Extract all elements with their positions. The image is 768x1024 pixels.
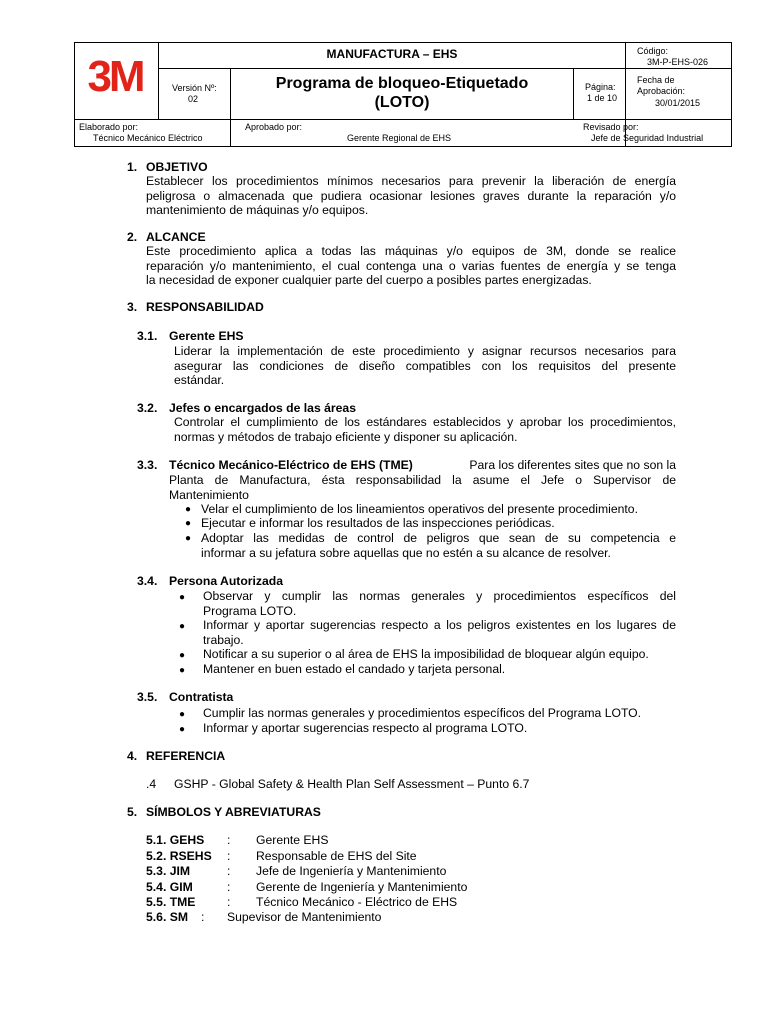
abbr-description: Responsable de EHS del Site [256, 849, 417, 863]
document-header-table [74, 42, 732, 147]
list-item: Informar y aportar sugerencias respecto al programa LOTO. [203, 721, 528, 735]
code-value: 3M-P-EHS-026 [647, 57, 709, 67]
abbr-description: Jefe de Ingeniería y Mantenimiento [256, 864, 447, 878]
3m-logo [79, 53, 151, 101]
abbr-code: 5.6. SM [146, 910, 188, 924]
text-line: Informar y aportar sugerencias respecto a los peligros existentes en los lugares de [203, 618, 676, 632]
bullet-icon: ● [179, 592, 186, 603]
text-line: Programa LOTO. [203, 603, 297, 618]
page-value: 1 de 10 [587, 93, 618, 103]
text-line: normas y métodos de trabajo eficiente y disponer su aplicación. [174, 429, 518, 444]
abbr-description: Gerente EHS [256, 833, 329, 847]
approval-date-value: 30/01/2015 [655, 98, 701, 108]
abbr-description: Supevisor de Mantenimiento [227, 910, 382, 924]
section-3-5-number: 3.5. [137, 690, 158, 704]
section-2-title: ALCANCE [146, 230, 206, 244]
section-3-3-title: Técnico Mecánico-Eléctrico de EHS (TME) [169, 458, 413, 472]
section-3-3-heading [169, 458, 676, 473]
code-label: Código: [637, 46, 669, 56]
section-1-text [146, 174, 676, 218]
text-line: trabajo. [203, 632, 244, 647]
bullet-icon: ● [179, 665, 186, 676]
abbr-code: 5.2. RSEHS [146, 849, 212, 863]
bullet-icon: ● [179, 650, 186, 661]
text-line: reparación y/o mantenimiento, el cual contenga una o varias fuentes de energía y se tenga [146, 258, 676, 273]
text-line: Observar y cumplir las normas generales y procedimientos específicos del [203, 589, 676, 603]
abbr-description: Técnico Mecánico - Eléctrico de EHS [256, 895, 458, 909]
section-5-title: SÍMBOLOS Y ABREVIATURAS [146, 805, 321, 819]
text-line: Establecer los procedimientos mínimos necesarios para prevenir la liberación de energía [146, 174, 676, 188]
list-item: Cumplir las normas generales y procedimientos específicos del Programa LOTO. [203, 706, 642, 720]
bullet-icon: ● [179, 621, 186, 632]
abbr-separator: : [227, 833, 231, 847]
bullet-icon: ● [185, 518, 192, 529]
section-3-3-intro: Para los diferentes sites que no son la [469, 458, 676, 472]
section-3-4-title: Persona Autorizada [169, 574, 284, 588]
svg-text:3M: 3M [87, 53, 143, 101]
title-line-1: Programa de bloqueo-Etiquetado [275, 75, 529, 92]
section-3-3-text [169, 473, 676, 502]
section-4-number: 4. [127, 749, 138, 763]
abbr-separator: : [201, 910, 205, 924]
department-label: MANUFACTURA – EHS [326, 47, 458, 61]
list-item: Velar el cumplimiento de los lineamientos operativos del presente procedimiento. [201, 502, 638, 516]
list-item: Mantener en buen estado el candado y tarjeta personal. [203, 662, 506, 676]
text-line: mantenimiento de máquinas y/o equipos. [146, 203, 369, 218]
page-label: Página: [585, 82, 616, 92]
text-line: Controlar el cumplimiento de los estándares establecidos y aprobar los procedimientos, [174, 415, 676, 429]
text-line: Este procedimiento aplica a todas las máquinas y/o equipos de 3M, donde se realice [146, 244, 676, 258]
reference-text: GSHP - Global Safety & Health Plan Self Assessment – Punto 6.7 [174, 777, 530, 791]
text-line: estándar. [174, 373, 225, 388]
text-line: Adoptar las medidas de control de peligros que sean de su competencia e [201, 531, 676, 545]
approval-date-label: Fecha de Aprobación: [637, 75, 686, 96]
prepared-by-value: Técnico Mecánico Eléctrico [93, 133, 203, 143]
section-3-3-number: 3.3. [137, 458, 158, 472]
version-label: Versión Nº: [172, 83, 217, 93]
section-3-1-title: Gerente EHS [169, 329, 244, 343]
text-line: Liderar la implementación de este procedimiento y asignar recursos necesarios para [174, 344, 676, 358]
section-3-4-number: 3.4. [137, 574, 158, 588]
list-item: Notificar a su superior o al área de EHS la imposibilidad de bloquear algún equipo. [203, 647, 649, 661]
section-1-title: OBJETIVO [146, 160, 208, 174]
bullet-icon: ● [185, 504, 192, 515]
abbr-code: 5.5. TME [146, 895, 196, 909]
list-item: Ejecutar e informar los resultados de las inspecciones periódicas. [201, 516, 555, 530]
section-2-text [146, 244, 676, 288]
section-3-2-title: Jefes o encargados de las áreas [169, 401, 356, 415]
text-line: informar a su jefatura sobre aquellas que no estén a su alcance de resolver. [201, 545, 611, 560]
section-3-2-number: 3.2. [137, 401, 158, 415]
bullet-icon: ● [185, 533, 192, 544]
section-5-number: 5. [127, 805, 138, 819]
list-item [201, 531, 676, 560]
section-2-number: 2. [127, 230, 138, 244]
version-value: 02 [188, 94, 199, 104]
approved-by-label: Aprobado por: [245, 122, 303, 132]
abbr-separator: : [227, 880, 231, 894]
abbr-separator: : [227, 849, 231, 863]
list-item [203, 589, 676, 618]
approved-by-value: Gerente Regional de EHS [347, 133, 452, 143]
reviewed-by-label: Revisado por: [583, 122, 639, 132]
section-3-2-text [174, 415, 676, 444]
reviewed-by-value: Jefe de Seguridad Industrial [591, 133, 704, 143]
section-4-title: REFERENCIA [146, 749, 226, 763]
abbr-code: 5.4. GIM [146, 880, 193, 894]
section-1-number: 1. [127, 160, 138, 174]
section-3-number: 3. [127, 300, 138, 314]
text-line: Mantenimiento [169, 487, 249, 502]
text-line: Planta de Manufactura, ésta responsabilidad la asume el Jefe o Supervisor de [169, 473, 676, 487]
abbr-separator: : [227, 864, 231, 878]
document-title [231, 74, 573, 112]
prepared-by-label: Elaborado por: [79, 122, 139, 132]
section-3-1-number: 3.1. [137, 329, 158, 343]
list-item [203, 618, 676, 647]
text-line: la necesidad de exponer cualquier parte del cuerpo a posibles partes energizadas. [146, 273, 592, 288]
text-line: peligrosa o almacenada que pudiera ocasionar lesiones graves durante la reparación y/o [146, 188, 676, 203]
title-line-2: (LOTO) [374, 94, 430, 111]
bullet-icon: ● [179, 724, 186, 735]
section-3-5-title: Contratista [169, 690, 234, 704]
abbr-code: 5.1. GEHS [146, 833, 205, 847]
abbr-code: 5.3. JIM [146, 864, 191, 878]
section-3-1-text [174, 344, 676, 388]
section-3-title: RESPONSABILIDAD [146, 300, 264, 314]
text-line: asegurar las condiciones de diseño compatibles con los requisitos del presente [174, 358, 676, 373]
abbr-separator: : [227, 895, 231, 909]
abbr-description: Gerente de Ingeniería y Mantenimiento [256, 880, 468, 894]
reference-number: .4 [146, 777, 157, 791]
bullet-icon: ● [179, 709, 186, 720]
